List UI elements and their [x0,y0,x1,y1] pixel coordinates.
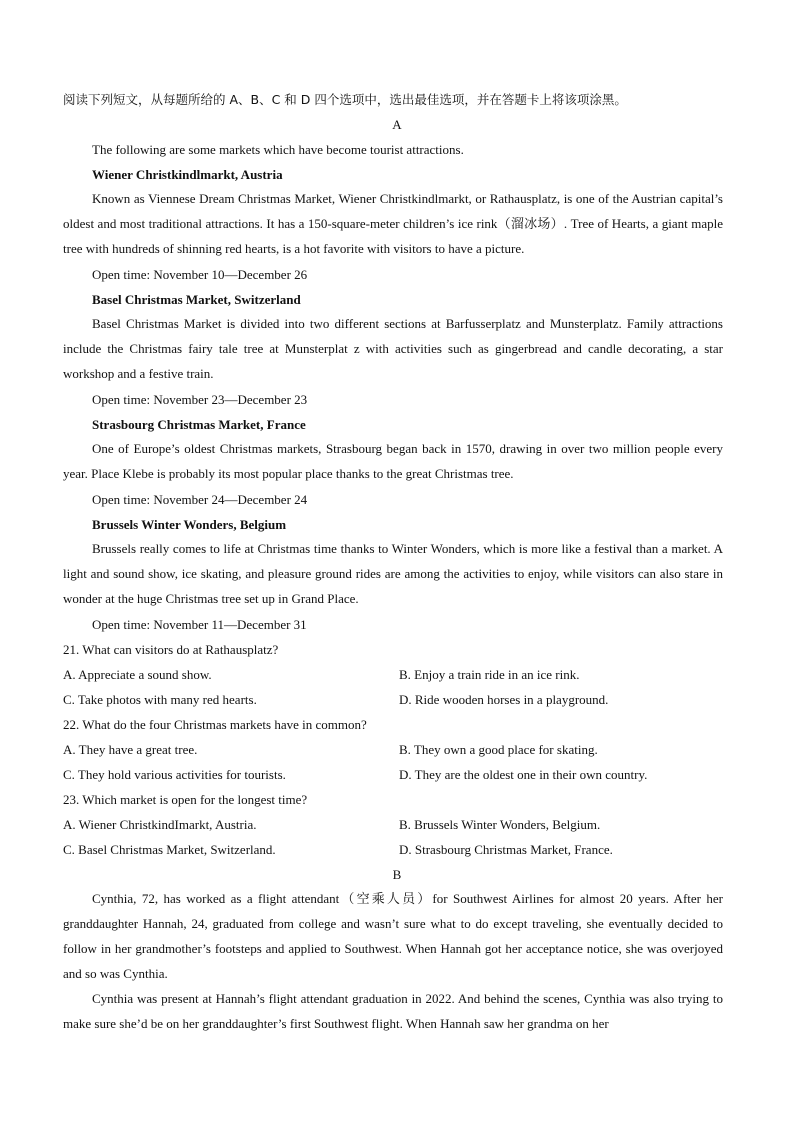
option-c: C. They hold various activities for tourists. [63,767,286,782]
option-c: C. Take photos with many red hearts. [63,692,257,707]
option-b: B. Brussels Winter Wonders, Belgium. [399,817,601,832]
option-d: D. Strasbourg Christmas Market, France. [399,842,613,857]
option-d: D. They are the oldest one in their own country. [399,767,648,782]
passage-paragraph: Cynthia, 72, has worked as a flight attendant（空乘人员）for Southwest Airlines for almost 20 years. After her granddaughter Hannah, 24, graduated from college and wasn’t sure what to do except traveling, she eventually decided to follow in her grandmother’s footsteps and applied to Southwest. When Hannah got her acceptance notice, she was overjoyed and so was Cynthia. [63,891,723,981]
option-a: A. Appreciate a sound show. [63,667,212,682]
option-b: B. Enjoy a train ride in an ice rink. [399,667,580,682]
option-a: A. Wiener ChristkindImarkt, Austria. [63,817,257,832]
market-description: Known as Viennese Dream Christmas Market, Wiener Christkindlmarkt, or Rathausplatz, is one of the Austrian capital’s oldest and most traditional attractions. It has a 150-square-meter children’s ice rink（溜冰场）. Tree of Hearts, a giant maple tree with hundreds of shinning red hearts, is a hot favorite with visitors to have a picture. [63,191,723,256]
market-description: One of Europe’s oldest Christmas markets, Strasbourg began back in 1570, drawing in over two million people every year. Place Klebe is probably its most popular place thanks to the great Christmas tree. [63,441,723,481]
option-d: D. Ride wooden horses in a playground. [399,692,609,707]
passage-paragraph: Cynthia was present at Hannah’s flight attendant graduation in 2022. And behind the scenes, Cynthia was also trying to make sure she’d be on her granddaughter’s first Southwest flight. When Hannah saw her grandma on her [63,991,723,1031]
market-description: Basel Christmas Market is divided into two different sections at Barfusserplatz and Munsterplatz. Family attractions include the Christmas fairy tale tree at Munsterplat z with activities such as gingerbread and candle decorating, a star workshop and a festive train. [63,316,723,381]
instruction: 阅读下列短文，从每题所给的 A、B、C 和 D 四个选项中，选出最佳选项，并在答题卡上将该项涂黑。 [63,92,627,107]
market-open-time: Open time: November 23—December 23 [92,392,308,407]
market-description: Brussels really comes to life at Christmas time thanks to Winter Wonders, which is more like a festival than a market. A light and sound show, ice skating, and pleasure ground rides are among the activities to enjoy, while visitors can also stare in wonder at the huge Christmas tree set up in Grand Place. [63,541,723,606]
question-stem: 23. Which market is open for the longest time? [63,792,308,807]
market-title: Wiener Christkindlmarkt, Austria [92,167,283,182]
question-stem: 21. What can visitors do at Rathausplatz? [63,642,279,657]
section-a-intro: The following are some markets which have become tourist attractions. [92,142,464,157]
question-stem: 22. What do the four Christmas markets have in common? [63,717,367,732]
market-title: Basel Christmas Market, Switzerland [92,292,301,307]
market-open-time: Open time: November 11—December 31 [92,617,307,632]
market-title: Brussels Winter Wonders, Belgium [92,517,287,532]
section-b-heading: B [392,867,402,882]
market-title: Strasbourg Christmas Market, France [92,417,306,432]
option-b: B. They own a good place for skating. [399,742,598,757]
market-open-time: Open time: November 10—December 26 [92,267,308,282]
market-open-time: Open time: November 24—December 24 [92,492,308,507]
option-c: C. Basel Christmas Market, Switzerland. [63,842,276,857]
section-a-heading: A [392,117,402,132]
option-a: A. They have a great tree. [63,742,198,757]
